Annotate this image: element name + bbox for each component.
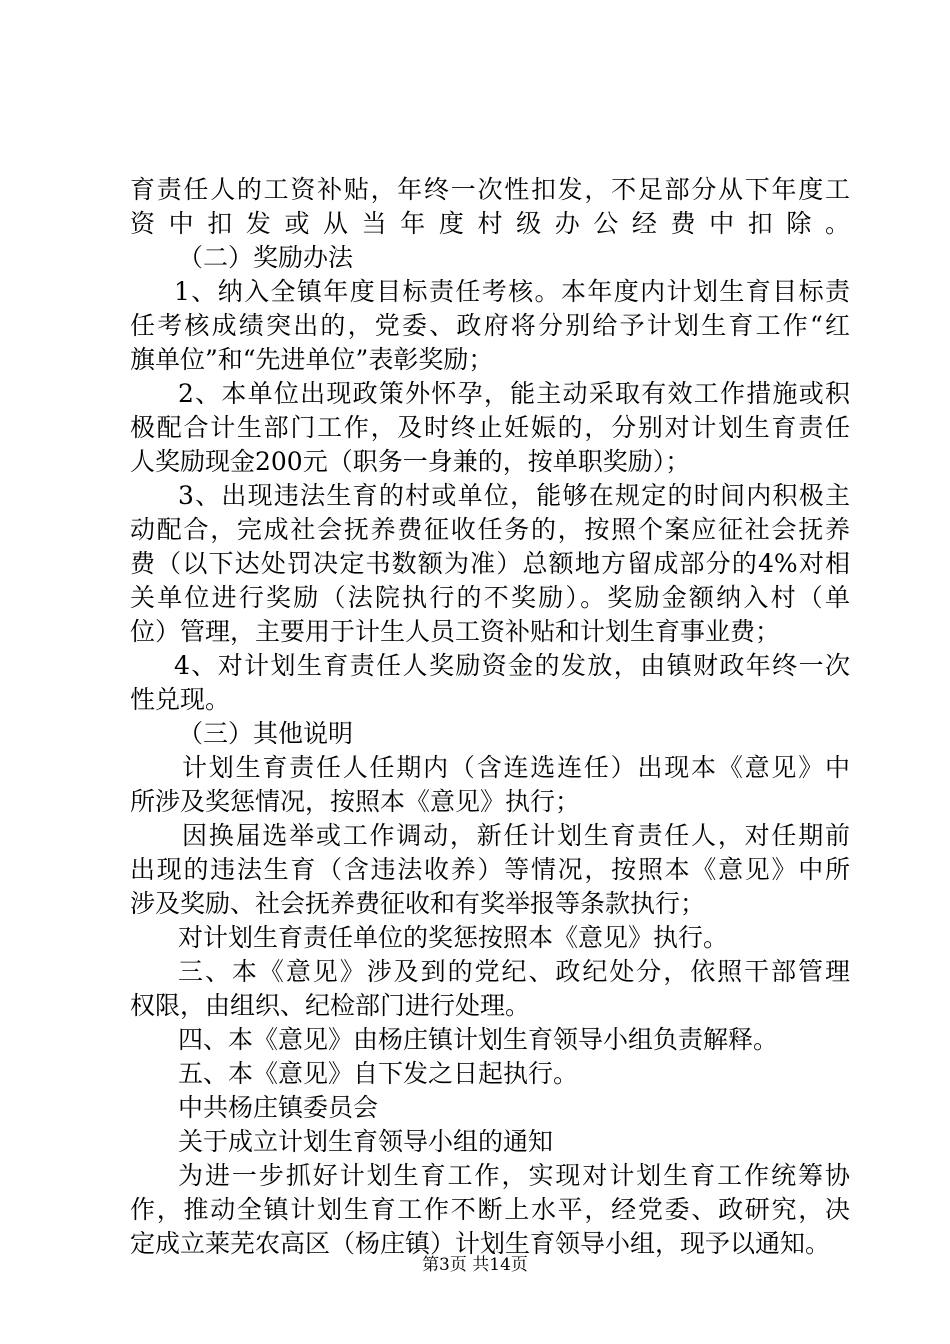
text-line: 关于成立计划生育领导小组的通知 — [178, 1127, 554, 1156]
text-line: 关单位进行奖励（法院执行的不奖励）。奖励金额纳入村（单 — [130, 583, 850, 612]
text-line: 性兑现。 — [130, 685, 231, 714]
text-line: 作，推动全镇计划生育工作不断上水平，经党委、政研究，决 — [130, 1195, 850, 1224]
section-heading: （二）奖励办法 — [178, 243, 354, 272]
text-line: 三、本《意见》涉及到的党纪、政纪处分，依照干部管理 — [178, 957, 850, 986]
text-line: 涉及奖励、社会抚养费征收和有奖举报等条款执行； — [130, 889, 706, 918]
section-heading: （三）其他说明 — [178, 719, 354, 748]
text-line: 位）管理，主要用于计生人员工资补贴和计划生育事业费； — [130, 617, 781, 646]
text-line: 计划生育责任人任期内（含连选连任）出现本《意见》中 — [182, 753, 850, 782]
text-line: 出现的违法生育（含违法收养）等情况，按照本《意见》中所 — [130, 855, 850, 884]
text-line: 3、出现违法生育的村或单位，能够在规定的时间内积极主 — [178, 481, 850, 510]
text-line: 2、本单位出现政策外怀孕，能主动采取有效工作措施或积 — [178, 379, 850, 408]
text-line: 资中扣发或从当年度村级办公经费中扣除。 — [130, 209, 850, 238]
text-line: 极配合计生部门工作，及时终止妊娠的，分别对计划生育责任 — [130, 413, 850, 442]
text-line: 旗单位”和“先进单位”表彰奖励； — [130, 345, 494, 374]
text-line: 1、纳入全镇年度目标责任考核。本年度内计划生育目标责 — [174, 277, 850, 306]
text-line: 五、本《意见》自下发之日起执行。 — [178, 1059, 579, 1088]
text-line: 所涉及奖惩情况，按照本《意见》执行； — [130, 787, 581, 816]
text-line: 4、对计划生育责任人奖励资金的发放，由镇财政年终一次 — [174, 651, 850, 680]
text-line: 费（以下达处罚决定书数额为准）总额地方留成部分的4%对相 — [130, 549, 850, 578]
text-line: 中共杨庄镇委员会 — [178, 1093, 379, 1122]
text-line: 为进一步抓好计划生育工作，实现对计划生育工作统筹协 — [178, 1161, 850, 1190]
text-line: 任考核成绩突出的，党委、政府将分别给予计划生育工作“红 — [130, 311, 850, 340]
text-line: 人奖励现金200元（职务一身兼的，按单职奖励）； — [130, 447, 691, 476]
text-line: 权限，由组织、纪检部门进行处理。 — [130, 991, 531, 1020]
text-line: 四、本《意见》由杨庄镇计划生育领导小组负责解释。 — [178, 1025, 779, 1054]
text-line: 因换届选举或工作调动，新任计划生育责任人，对任期前 — [182, 821, 850, 850]
text-line: 对计划生育责任单位的奖惩按照本《意见》执行。 — [178, 923, 729, 952]
text-line: 定成立莱芜农高区（杨庄镇）计划生育领导小组，现予以通知。 — [130, 1229, 831, 1258]
text-line: 动配合，完成社会抚养费征收任务的，按照个案应征社会抚养 — [130, 515, 850, 544]
page-number-footer: 第3页 共14页 — [422, 1255, 528, 1275]
text-line: 育责任人的工资补贴，年终一次性扣发，不足部分从下年度工 — [130, 175, 850, 204]
